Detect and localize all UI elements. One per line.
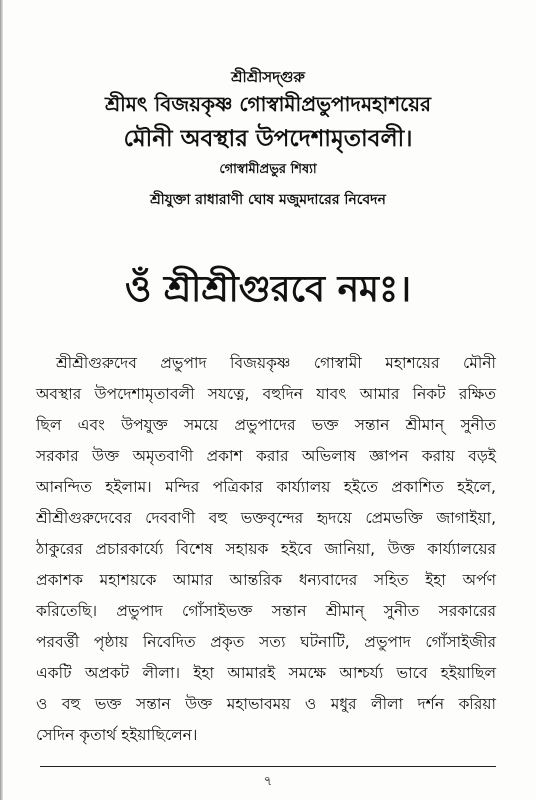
body-line: আনন্দিত হইলাম। মন্দির পত্রিকার কার্য্যালয় হইতে প্রকাশিত হইলে, bbox=[36, 478, 496, 496]
body-paragraph bbox=[36, 348, 496, 751]
footer-rule bbox=[40, 766, 496, 767]
document-title: মৌনী অবস্থার উপদেশামৃতাবলী। bbox=[123, 126, 413, 152]
body-line: শ্রীশ্রীগুরুদেবের দেববাণী বহু ভক্তবৃন্দের হৃদয়ে প্রেমভক্তি জাগাইয়া, bbox=[36, 509, 496, 527]
header-line-disciple: গোস্বামীপ্রভুর শিষ্যা bbox=[219, 162, 317, 177]
page-number: ৭ bbox=[263, 774, 273, 789]
body-line: ও বহু ভক্ত সন্তান উক্ত মহাভাবময় ও মধুর লীলা দর্শন করিয়া bbox=[36, 695, 496, 713]
body-line: শ্রীশ্রীগুরুদেব প্রভুপাদ বিজয়কৃষ্ণ গোস্বামী মহাশয়ের মৌনী bbox=[56, 354, 496, 372]
body-line: পরবর্ত্তী পৃষ্ঠায় নিবেদিত প্রকৃত সত্য ঘটনাটি, প্রভুপাদ গোঁসাইজীর bbox=[36, 633, 496, 651]
header-line-sadguru: শ্রীশ্রীসদ্গুরু bbox=[231, 68, 305, 86]
invocation-heading: ওঁ শ্রীশ্রীগুরবে নমঃ। bbox=[124, 269, 412, 310]
body-line: সরকার উক্ত অমৃতবাণী প্রকাশ করার অভিলাষ জ্ঞাপন করায় বড়ই bbox=[36, 447, 496, 465]
header-line-author: শ্রীযুক্তা রাধারাণী ঘোষ মজুমদারের নিবেদন bbox=[150, 192, 386, 208]
body-line: করিতেছি। প্রভুপাদ গোঁসাইভক্ত সন্তান শ্রীমান্ সুনীত সরকারের bbox=[36, 602, 496, 620]
body-line: একটি অপ্রকট লীলা। ইহা আমারই সমক্ষে আশ্চর্য্য ভাবে হইয়াছিল bbox=[36, 664, 496, 682]
body-line: সেদিন কৃতার্থ হইয়াছিলেন। bbox=[36, 726, 198, 744]
page-binding-edge bbox=[0, 0, 3, 800]
body-line: প্রকাশক মহাশয়কে আমার আন্তরিক ধন্যবাদের সহিত ইহা অর্পণ bbox=[36, 571, 496, 589]
body-line: ঠাকুরের প্রচারকার্য্যে বিশেষ সহায়ক হইবে জানিয়া, উক্ত কার্য্যালয়ের bbox=[36, 540, 496, 558]
header-line-name: শ্রীমৎ বিজয়কৃষ্ণ গোস্বামীপ্রভুপাদমহাশয়ের bbox=[104, 92, 432, 116]
body-line: অবস্থার উপদেশামৃতাবলী সযত্নে, বহুদিন যাবৎ আমার নিকট রক্ষিত bbox=[36, 385, 496, 403]
body-line: ছিল এবং উপযুক্ত সময়ে প্রভুপাদের ভক্ত সন্তান শ্রীমান্ সুনীত bbox=[36, 416, 496, 434]
